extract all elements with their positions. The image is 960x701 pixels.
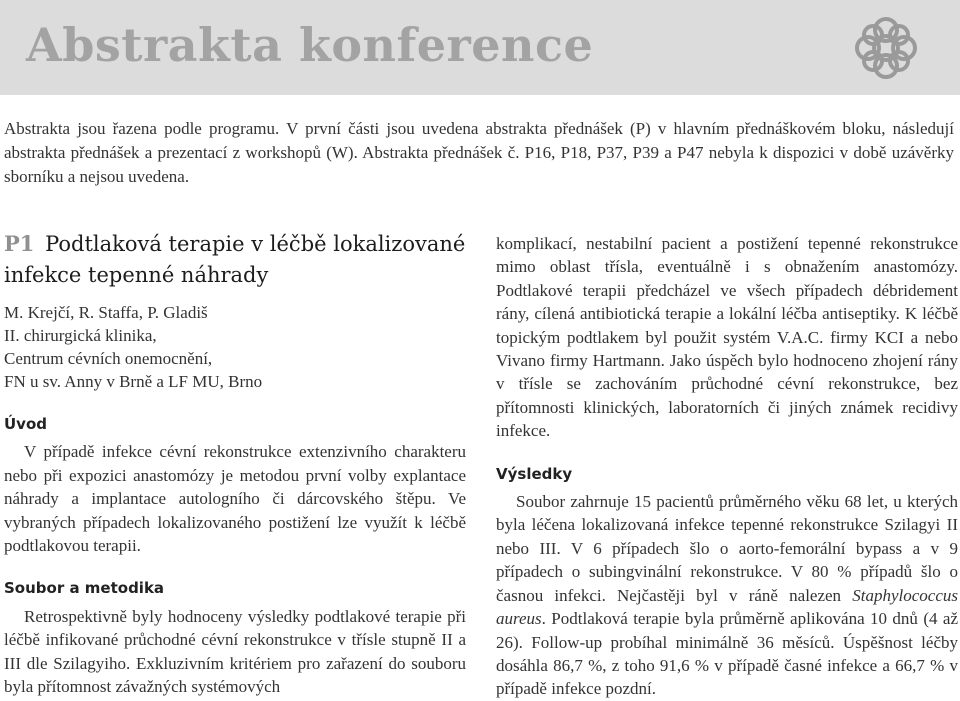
intro-paragraph: Abstrakta jsou řazena podle programu. V první části jsou uvedena abstrakta přednášek (P) v hlavním přednáškovém bloku, následují abstrakta přednášek a prezentací z workshopů (W). Abstrakta přednášek č. P16, P18, P37, P39 a P47 nebyla k dispozici v době uzávěrky sborníku a nejsou uvedena.	[4, 119, 954, 186]
page-title: Abstrakta konference	[26, 18, 594, 72]
abstract-number: P1	[4, 231, 35, 256]
section-text-vysledky	[496, 490, 958, 701]
vysledky-text-part-2: . Podtlaková terapie byla průměrně aplikována 10 dnů (4 až 26). Follow-up probíhal minimálně 36 měsíců. Úspěšnost léčby dosáhla 86,7 %, z toho 91,6 % v případě časné infekce a 66,7 % v případě infekce pozdní.	[496, 609, 958, 699]
section-text-uvod: V případě infekce cévní rekonstrukce extenzivního charakteru nebo při expozici anastomózy je metodou první volby explantace náhrady a implantace autologního či dárcovského štěpu. Ve vybraných případech lokalizovaného postižení lze využít k léčbě podtlakovou terapii.	[4, 442, 466, 556]
right-column	[496, 232, 958, 701]
affiliation-line-3: FN u sv. Anny v Brně a LF MU, Brno	[4, 372, 263, 391]
vysledky-text-part-1: Soubor zahrnuje 15 pacientů průměrného věku 68 let, u kterých byla léčena lokalizovaná infekce tepenné rekonstrukce Szilagyi II nebo III. V 6 případech šlo o aorto-femorální bypass a v 9 případech o subingvinální rekonstrukce. V 80 % případů šlo o časnou infekci. Nejčastěji byl v ráně nalezen	[496, 492, 958, 605]
celtic-knot-logo-icon	[846, 8, 926, 88]
section-heading-uvod: Úvod	[4, 415, 48, 433]
left-column	[4, 228, 466, 698]
page-header	[0, 0, 960, 95]
affiliation-line-1: II. chirurgická klinika,	[4, 326, 157, 345]
section-text-continued: komplikací, nestabilní pacient a postižení tepenné rekonstrukce mimo oblast třísla, eventuálně i s obnažením anastomózy. Podtlakové terapii předcházel ve všech případech débridement rány, cílená antibiotická terapie a lokální léčba antiseptiky. K léčbě topickým podtlakem byl použit systém V.A.C. firmy KCI a nebo Vivano firmy Hartmann. Jako úspěch bylo hodnoceno zhojení rány v třísle se zachováním průchodné cévní rekonstrukce, bez přítomnosti klinických, laboratorních či jiných známek recidivy infekce.	[496, 234, 958, 441]
section-heading-vysledky: Výsledky	[496, 464, 573, 483]
vysledky-italic-species: Staphylococcus aureus	[496, 585, 958, 629]
authors: M. Krejčí, R. Staffa, P. Gladiš	[4, 303, 208, 322]
affiliation-line-2: Centrum cévních onemocnění,	[4, 349, 213, 368]
section-heading-soubor: Soubor a metodika	[4, 579, 165, 598]
abstract-title	[4, 228, 466, 291]
abstract-title-text: Podtlaková terapie v léčbě lokalizované infekce tepenné náhrady	[4, 232, 466, 287]
section-text-soubor: Retrospektivně byly hodnoceny výsledky podtlakové terapie při léčbě infikované průchodné cévní rekonstrukce v třísle stupně II a III dle Szilagyiho. Exkluzivním kritériem pro zařazení do souboru byla přítomnost závažných systémových	[4, 606, 466, 697]
